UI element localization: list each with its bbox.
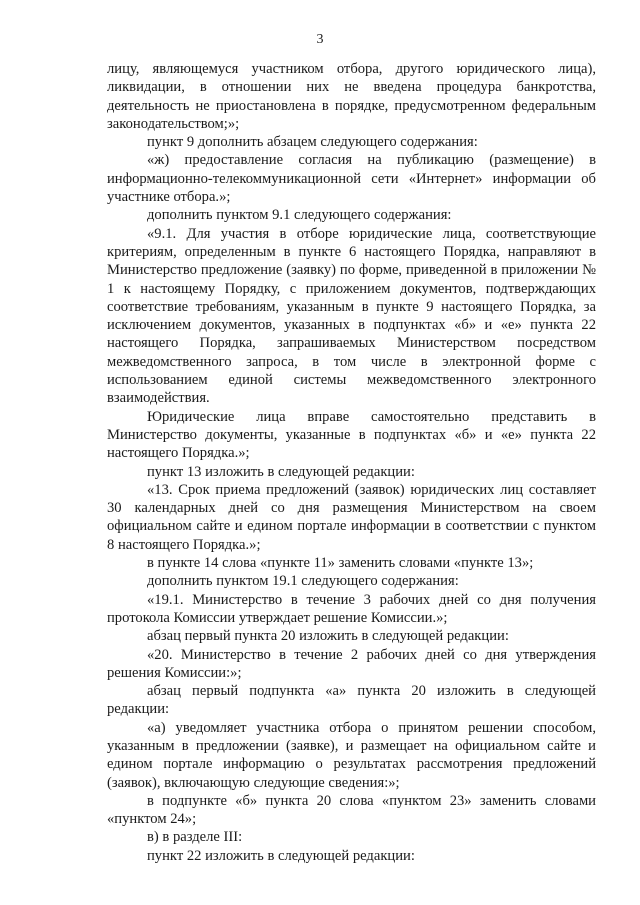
paragraph-amend-p14: в пункте 14 слова «пункте 11» заменить словами «пункте 13»; [147,555,534,572]
paragraph-section-3: в) в разделе III: [147,829,243,846]
paragraph-amend-p22: пункт 22 изложить в следующей редакции: [147,847,415,864]
paragraph-add-p19-1: дополнить пунктом 19.1 следующего содержания: [147,573,459,590]
page-number: 3 [316,32,324,47]
paragraph-amend-p20: абзац первый пункта 20 изложить в следующей редакции: [147,628,509,645]
paragraph-p9-1-text: «9.1. Для участия в отборе юридические лица, соответствующие критериям, определенным в пункте 6 настоящего Порядка, направляют в Министерство предложение (заявку) по форме, приведенной в приложении № 1 к настоящему Порядку, с приложением документов, подтверждающих соответствие требованиям, указанным в пункте 9 настоящего Порядка, за исключением документов, указанных в подпунктах «б» и «е» пункта 22 настоящего Порядка, запрашиваемых Министерством посредством межведомственного запроса, в том числе в электронной форме с использованием единой системы межведомственного электронного взаимодействия. [107,225,596,407]
paragraph-p13-text: «13. Срок приема предложений (заявок) юридических лиц составляет 30 календарных дней со дня размещения Министерством на своем официальном сайте и едином портале информации в соответствии с пунктом 8 настоящего Порядка.»; [107,481,596,553]
paragraph-amend-p20-b: в подпункте «б» пункта 20 слова «пунктом 23» заменить словами «пунктом 24»; [107,792,596,828]
paragraph-amend-p9: пункт 9 дополнить абзацем следующего содержания: [147,134,478,151]
paragraph-p20-text: «20. Министерство в течение 2 рабочих дней со дня утверждения решения Комиссии:»; [107,646,596,681]
paragraph-p20-a-text: «а) уведомляет участника отбора о принятом решении способом, указанным в предложении (заявке), и размещает на официальном сайте и едином портале информацию о результатах рассмотрения предложений (заявок), включающую следующие сведения:»; [107,719,596,791]
paragraph-continuation: лицу, являющемуся участником отбора, другого юридического лица), ликвидации, в отношении них не введена процедура банкротства, деятельность не приостановлена в порядке, предусмотренном федеральным законодательством;»; [107,61,596,132]
paragraph-p9-zh: «ж) предоставление согласия на публикацию (размещение) в информационно-телекоммуникационной сети «Интернет» информации об участнике отбора.»; [107,152,596,206]
paragraph-add-p9-1: дополнить пунктом 9.1 следующего содержания: [147,207,452,224]
document-body [107,60,596,865]
paragraph-amend-p13: пункт 13 изложить в следующей редакции: [147,463,415,480]
paragraph-p19-1-text: «19.1. Министерство в течение 3 рабочих дней со дня получения протокола Комиссии утверждает решение Комиссии.»; [107,591,596,626]
paragraph-p9-1-second: Юридические лица вправе самостоятельно представить в Министерство документы, указанные в подпунктах «б» и «е» пункта 22 настоящего Порядка.»; [107,408,596,462]
paragraph-amend-p20-a: абзац первый подпункта «а» пункта 20 изложить в следующей редакции: [107,683,596,718]
